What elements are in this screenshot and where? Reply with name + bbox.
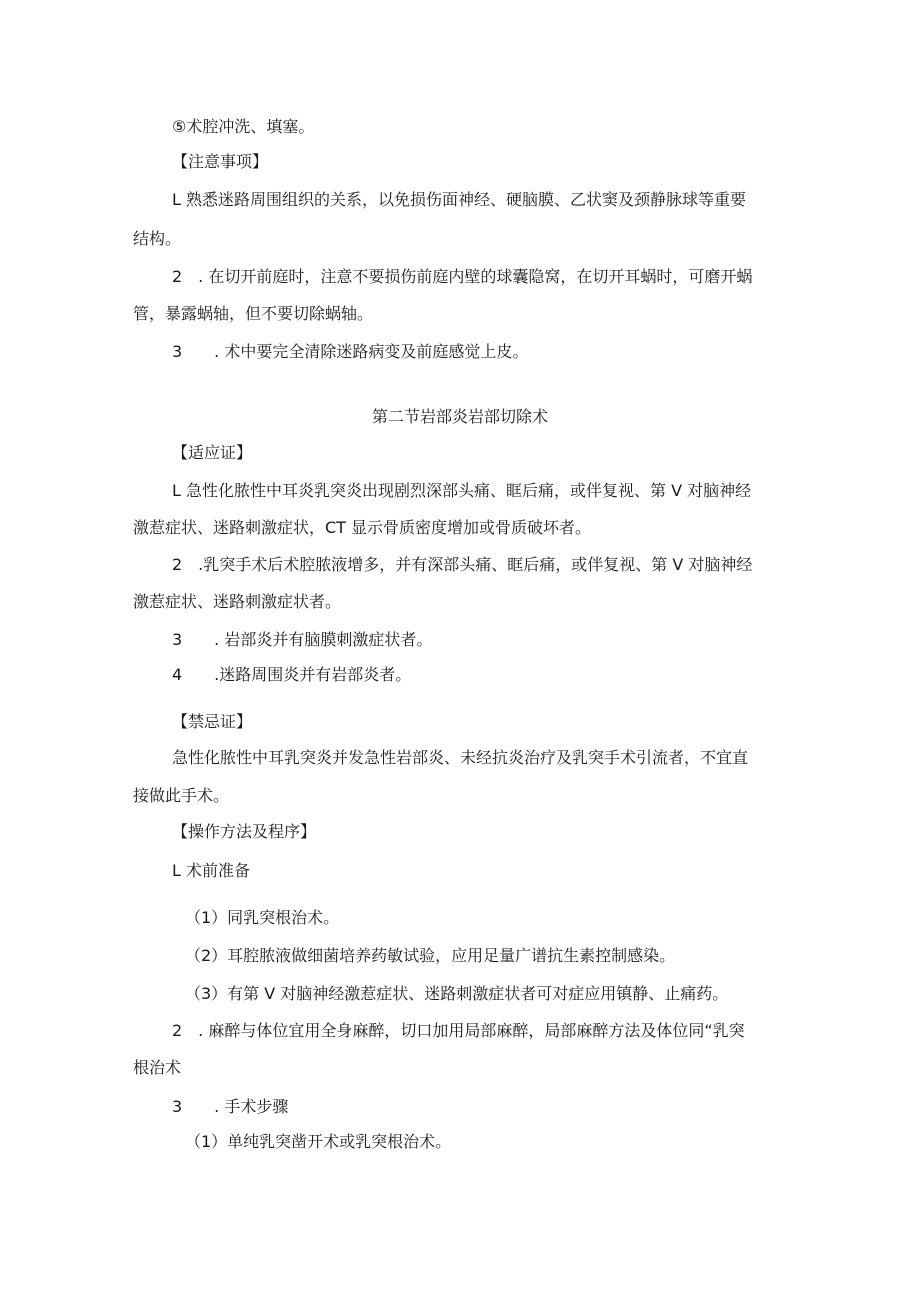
indication-3: 3 . 岩部炎并有脑膜刺激症状者。: [172, 630, 433, 649]
method-3: 3 . 手术步骤: [172, 1097, 289, 1116]
step-5-text: ⑤术腔冲洗、填塞。: [172, 117, 315, 136]
method-3-1: （1）单纯乳突凿开术或乳突根治术。: [185, 1132, 452, 1151]
method-1-3: （3）有第 V 对脑神经激惹症状、迷路刺激症状者可对症应用镇静、止痛药。: [185, 984, 729, 1003]
indication-1-line-1: L 急性化脓性中耳炎乳突炎出现剧烈深部头痛、眶后痛，或伴复视、第 V 对脑神经: [172, 481, 752, 500]
contraindication-line-2: 接做此手术。: [133, 786, 230, 805]
note-2-line-2: 管，暴露蜗轴，但不要切除蜗轴。: [133, 304, 374, 323]
contraindications-heading: 【禁忌证】: [172, 712, 253, 731]
indication-2-line-2: 激惹症状、迷路刺激症状者。: [133, 592, 342, 611]
note-3: 3 . 术中要完全清除迷路病变及前庭感觉上皮。: [172, 342, 529, 361]
method-1: L 术前准备: [172, 861, 251, 880]
indications-heading: 【适应证】: [172, 443, 253, 462]
note-1-line-2: 结构。: [133, 229, 182, 248]
method-2-line-1: 2 . 麻醉与体位宜用全身麻醉，切口加用局部麻醉，局部麻醉方法及体位同“乳突: [172, 1021, 745, 1040]
note-2-line-1: 2 . 在切开前庭时，注意不要损伤前庭内壁的球囊隐窝，在切开耳蜗时，可磨开蜗: [172, 267, 753, 286]
method-2-line-2: 根治术: [133, 1058, 182, 1077]
indication-1-line-2: 激惹症状、迷路刺激症状，CT 显示骨质密度增加或骨质破坏者。: [133, 518, 592, 537]
note-1-line-1: L 熟悉迷路周围组织的关系，以免损伤面神经、硬脑膜、乙状窦及颈静脉球等重要: [172, 190, 747, 209]
section-title: 第二节岩部炎岩部切除术: [371, 407, 548, 426]
notes-heading: 【注意事项】: [172, 152, 269, 171]
method-1-1: （1）同乳突根治术。: [185, 908, 340, 927]
method-1-2: （2）耳腔脓液做细菌培养药敏试验，应用足量广谱抗生素控制感染。: [185, 946, 676, 965]
indication-4: 4 .迷路周围炎并有岩部炎者。: [172, 665, 412, 684]
method-heading: 【操作方法及程序】: [172, 822, 317, 841]
contraindication-line-1: 急性化脓性中耳乳突炎并发急性岩部炎、未经抗炎治疗及乳突手术引流者，不宜直: [172, 748, 749, 767]
indication-2-line-1: 2 .乳突手术后术腔脓液增多，并有深部头痛、眶后痛，或伴复视、第 V 对脑神经: [172, 555, 753, 574]
